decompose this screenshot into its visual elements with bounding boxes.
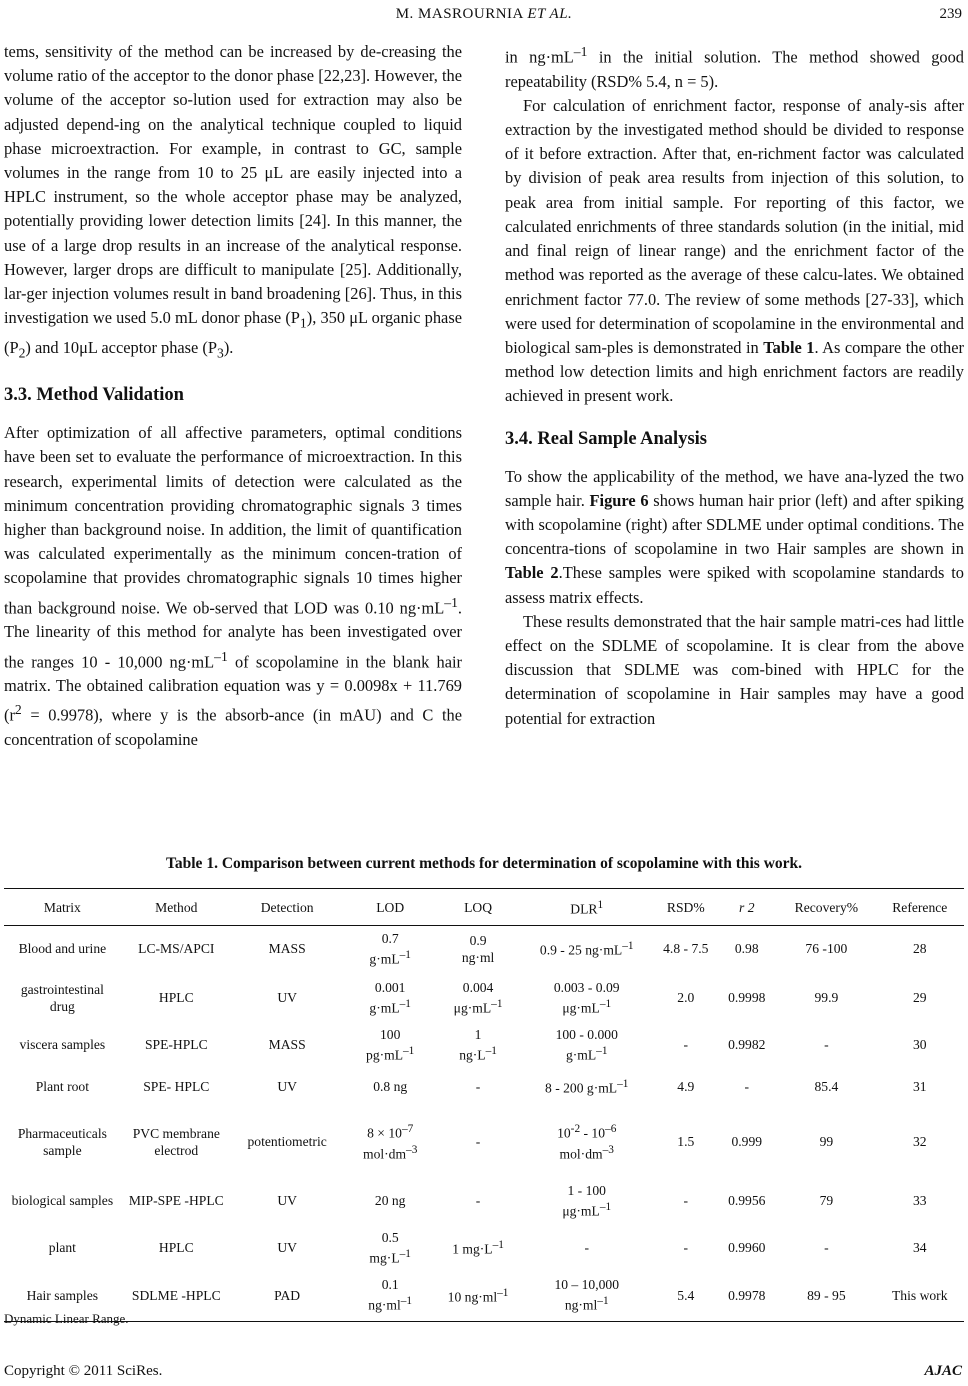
cell-method: PVC membrane electrod <box>132 1125 220 1158</box>
cell-loq: - <box>475 1079 481 1094</box>
cell-r2: 0.9956 <box>728 1193 766 1208</box>
cell-rsd: - <box>683 1037 689 1052</box>
cell-method: SPE- HPLC <box>143 1079 210 1094</box>
cell-rsd: - <box>683 1240 689 1255</box>
cell-r2: 0.9978 <box>716 1270 777 1322</box>
cell-rsd: 5.4 <box>655 1270 716 1322</box>
cell-dlr: 0.003 - 0.09 $\mu g\cdot mL^{-1}$ <box>553 979 620 1016</box>
right-column <box>505 40 964 731</box>
cell-recovery: 79 <box>819 1193 834 1208</box>
copyright: Copyright © 2011 SciRes. <box>4 1363 163 1379</box>
cell-reference: 34 <box>912 1240 927 1255</box>
cell-dlr: 1 - 100 $\mu g\cdot mL^{-1}$ <box>562 1182 612 1219</box>
cell-dlr: 8 - 200 $g\cdot mL^{-1}$ <box>545 1078 629 1096</box>
cell-matrix: Pharmaceuticals sample <box>17 1125 107 1158</box>
cell-recovery: 99 <box>819 1134 834 1149</box>
cell-matrix: biological samples <box>11 1193 114 1208</box>
paragraph: To show the applicability of the method, we have ana-lyzed the two sample hair. Figure 6 shows human hair prior (left) and after spiking with scopolamine (right) after SDLME under optimal conditions. The concentra-tions of scopolamine in two Hair samples are shown in Table 2.These samples were spiked with scopolamine standards to assess matrix effects. <box>505 466 964 607</box>
running-header <box>0 6 968 28</box>
cell-reference: 30 <box>912 1037 927 1052</box>
table-1-caption: Table 1. Comparison between current methods for determination of scopolamine with this work. <box>165 855 803 872</box>
cell-method: SPE-HPLC <box>144 1037 208 1052</box>
table-row <box>4 1226 964 1270</box>
figure-6-reference: Figure 6 <box>589 490 649 510</box>
cell-method: HPLC <box>158 1240 194 1255</box>
cell-detection: potentiometric <box>247 1134 327 1149</box>
cell-recovery: 76 -100 <box>805 941 848 957</box>
header-r2: r 2 <box>716 889 777 926</box>
cell-method: SDLME -HPLC <box>121 1270 232 1322</box>
cell-recovery: 99.9 <box>814 990 839 1005</box>
cell-loq: 0.9 ng·ml <box>461 932 495 965</box>
header-detection: Detection <box>232 889 343 926</box>
paragraph: After optimization of all affective parameters, optimal conditions have been set to evaluate the performance of microextraction. In this research, experimental limits of detection were calculated as the minimum concentration providing chromatographic signals 3 times higher than background noise. In addition, the limit of quantification was calculated experimentally as the minimum concen-tration of scopolamine that provides chromatographic signals 10 times higher than background noise. We ob-served that LOD was 0.10 $ng\cdot mL^{-1}$. The linearity of this method for analyte has been investigated over the ranges 10 - 10,000 $ng\cdot mL^{-1}$ of scopolamine in the blank hair matrix. The obtained calibration equation was y = 0.0098x + 11.769 $(r^2 = 0.9978)$, where y is the absorb-ance (in mAU) and C the concentration of scopolamine <box>4 423 462 750</box>
cell-loq: - <box>475 1134 481 1149</box>
cell-matrix: Plant root <box>35 1079 89 1094</box>
cell-loq: 1 $mg\cdot L^{-1}$ <box>452 1239 504 1257</box>
cell-detection: UV <box>277 1079 297 1094</box>
table-row <box>4 1270 964 1322</box>
cell-recovery: 85.4 <box>814 1079 839 1094</box>
cell-method: MIP-SPE -HPLC <box>128 1193 224 1208</box>
cell-r2: 0.9982 <box>728 1037 766 1052</box>
section-heading-method-validation: 3.3. Method Validation <box>4 385 184 406</box>
header-method: Method <box>121 889 232 926</box>
section-heading-real-sample-analysis: 3.4. Real Sample Analysis <box>505 428 707 449</box>
left-column <box>4 40 462 752</box>
cell-dlr: 100 - 0.000 $g\cdot mL^{-1}$ <box>555 1026 618 1063</box>
header-recovery: Recovery% <box>777 889 875 926</box>
cell-dlr: 0.9 - 25 $ng\cdot mL^{-1}$ <box>539 940 634 959</box>
page-number: 239 <box>939 6 962 22</box>
cell-reference: 28 <box>912 941 927 957</box>
table-row <box>4 1176 964 1226</box>
header-reference: Reference <box>876 889 964 926</box>
cell-lod: 0.5 $mg\cdot L^{-1}$ <box>369 1229 411 1266</box>
cell-lod: 0.1 $ng\cdot ml^{-1}$ <box>342 1270 438 1322</box>
cell-reference: This work <box>876 1270 964 1322</box>
cell-method: HPLC <box>158 990 194 1005</box>
cell-matrix: Hair samples <box>4 1270 121 1322</box>
paragraph: in $ng\cdot mL^{-1}$ in the initial solution. The method showed good repeatability (RSD% 5.4, n = 5). <box>505 44 964 91</box>
cell-loq: 0.004 $\mu g\cdot mL^{-1}$ <box>453 979 503 1016</box>
header-loq: LOQ <box>438 889 518 926</box>
cell-dlr: - <box>584 1240 589 1255</box>
cell-lod: $8 \times 10^{-7}$ $mol\cdot dm^{-3}$ <box>363 1122 418 1162</box>
cell-detection: UV <box>277 1240 297 1255</box>
cell-lod: 100 $pg\cdot mL^{-1}$ <box>366 1026 415 1063</box>
cell-dlr: $10^{-2} - 10^{-6}$ $mol\cdot dm^{-3}$ <box>557 1122 617 1162</box>
cell-matrix: Blood and urine <box>18 941 107 957</box>
table-row <box>4 1108 964 1176</box>
cell-lod: 0.7 $g\cdot mL^{-1}$ <box>369 930 411 967</box>
table-1 <box>4 888 964 1322</box>
cell-r2: - <box>744 1079 750 1094</box>
table-header-row <box>4 889 964 926</box>
cell-reference: 33 <box>912 1193 927 1208</box>
paragraph: For calculation of enrichment factor, response of analy-sis after extraction by the investigated method should be divided to response of it before extraction. After that, en-richment factor was calculated by division of peak area results from injection of this solution, to peak area from initial sample. For reporting of this factor, we calculated enrichments of three standards solution (in the initial, mid and final reign of linear range) and the enrichment factor of the method was reported as the average of these calcu-lates. We obtained enrichment factor 77.0. The review of some methods [27-33], which were used for determination of scopolamine in the environmental and biological sam-ples is demonstrated in Table 1. As compare the other method low detection limits and high enrichment factors are readily achieved in present work. <box>505 95 964 406</box>
cell-rsd: 2.0 <box>677 990 695 1005</box>
cell-detection: UV <box>277 990 297 1005</box>
cell-rsd: 4.8 - 7.5 <box>663 941 709 957</box>
cell-loq: - <box>475 1193 481 1208</box>
cell-rsd: 4.9 <box>677 1079 695 1094</box>
cell-loq: 10 $ng\cdot ml^{-1}$ <box>438 1270 518 1322</box>
cell-lod: 20 ng <box>374 1193 406 1208</box>
cell-recovery: - <box>824 1240 829 1255</box>
cell-rsd: - <box>683 1193 689 1208</box>
paragraph: These results demonstrated that the hair sample matri-ces had little effect on the SDLME of scopolamine. It is clear from the above discussion that SDLME was com-bined with HPLC for the determination of scopolamine in Hair samples may have a good potential for extraction <box>505 611 964 728</box>
header-rsd: RSD% <box>655 889 716 926</box>
cell-method: LC-MS/APCI <box>138 941 215 957</box>
table-2-reference: Table 2 <box>505 563 559 583</box>
table-row <box>4 972 964 1024</box>
running-header-authors: M. MASROURNIA ET AL. <box>395 6 573 22</box>
cell-rsd: 1.5 <box>677 1134 695 1149</box>
header-lod: LOD <box>342 889 438 926</box>
cell-dlr: 10 – 10,000 $ng\cdot ml^{-1}$ <box>518 1270 655 1322</box>
cell-r2: 0.999 <box>731 1134 763 1149</box>
cell-r2: 0.9998 <box>728 990 766 1005</box>
header-matrix: Matrix <box>4 889 121 926</box>
cell-lod: 0.8 ng <box>373 1079 408 1094</box>
cell-recovery: 89 - 95 <box>777 1270 875 1322</box>
cell-recovery: - <box>824 1037 829 1052</box>
cell-r2: 0.9960 <box>728 1240 766 1255</box>
cell-detection: MASS <box>268 941 306 957</box>
journal-name: AJAC <box>924 1363 962 1379</box>
et-al: ET AL. <box>527 6 573 22</box>
cell-detection: UV <box>277 1193 297 1208</box>
cell-loq: 1 $ng\cdot L^{-1}$ <box>459 1026 497 1063</box>
table-footnote: Dynamic Linear Range. <box>4 1311 129 1326</box>
cell-detection: MASS <box>268 1037 306 1052</box>
table-row <box>4 1024 964 1066</box>
cell-reference: 32 <box>912 1134 927 1149</box>
cell-matrix: plant <box>48 1240 76 1255</box>
cell-r2: 0.98 <box>734 941 759 957</box>
cell-reference: 29 <box>912 990 927 1005</box>
header-dlr: DLR$^1$ <box>518 889 655 926</box>
table-row <box>4 1066 964 1108</box>
cell-matrix: viscera samples <box>19 1037 106 1052</box>
paragraph: tems, sensitivity of the method can be increased by de-creasing the volume ratio of the acceptor to the donor phase [22,23]. However, the volume of the acceptor so-lution used for extraction may also be adjusted depend-ing on the analytical technique coupled to liquid phase microextraction. For example, in contrast to GC, sample volumes in the range from 10 to 25 μL are easily injected into a HPLC instrument, so the whole acceptor phase may be analyzed, potentially providing lower detection limits [24]. In this manner, the use of a large drop results in an increase of the analytical response. However, larger drops are difficult to manipulate [25]. Additionally, lar-ger injection volumes result in band broadening [26]. Thus, in this investigation we used 5.0 mL donor phase $(P_1)$, 350 μL organic phase $(P_2)$ and 10μL acceptor phase $(P_3)$. <box>4 42 462 360</box>
cell-lod: 0.001 $g\cdot mL^{-1}$ <box>369 979 411 1016</box>
cell-detection: PAD <box>232 1270 343 1322</box>
table-row <box>4 926 964 972</box>
table-1-reference: Table 1 <box>763 337 815 357</box>
cell-reference: 31 <box>912 1079 927 1094</box>
cell-matrix: gastrointestinal drug <box>20 981 104 1014</box>
